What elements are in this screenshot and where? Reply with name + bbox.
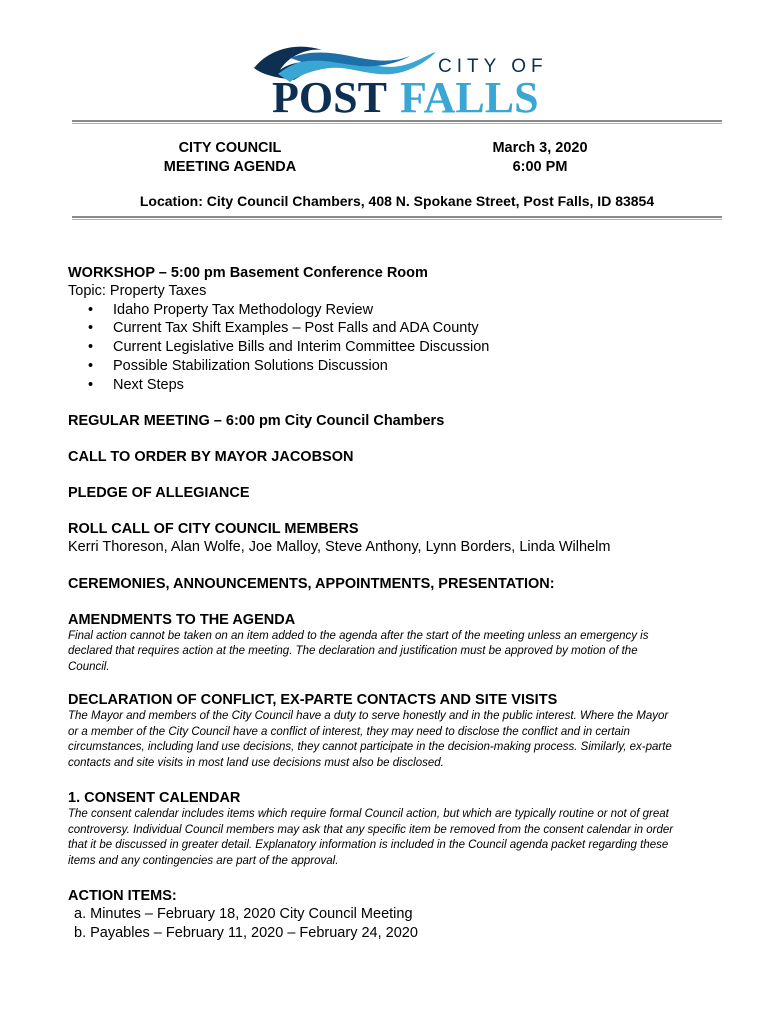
bullet-icon: •: [88, 320, 94, 337]
city-logo-graphic: [250, 40, 550, 115]
meeting-time-line: 6:00 PM: [512, 159, 568, 175]
list-item: • Current Tax Shift Examples – Post Falls and ADA County: [88, 320, 479, 337]
consent-heading: 1. CONSENT CALENDAR: [68, 790, 241, 807]
declaration-note-line: circumstances, including land use decisions, they cannot participate in the decision-making process. Similarly, ex-parte: [68, 741, 672, 754]
header-divider-top: [72, 120, 722, 124]
roll-call-section: [68, 520, 728, 557]
bullet-icon: •: [88, 376, 94, 393]
declaration-note-line: The Mayor and members of the City Council have a duty to serve honestly and in the public interest. Where the Mayor: [68, 710, 669, 723]
list-item: a. Minutes – February 18, 2020 City Council Meeting: [74, 906, 413, 923]
amendments-note-line: declared that requires action at the meeting. The declaration and justification must be approved by motion of the: [68, 645, 638, 658]
logo-falls: FALLS: [400, 73, 539, 115]
meeting-date: [440, 139, 640, 177]
bullet-icon: •: [88, 301, 94, 318]
consent-note-line: items and any contingencies are part of the approval.: [68, 854, 339, 867]
list-item: • Current Legislative Bills and Interim Committee Discussion: [88, 339, 490, 356]
meeting-date-line: March 3, 2020: [492, 140, 588, 156]
list-item: • Idaho Property Tax Methodology Review: [88, 301, 374, 318]
regular-meeting-heading: REGULAR MEETING – 6:00 pm City Council Chambers: [68, 413, 445, 430]
header-divider-bottom: [72, 216, 722, 220]
amendments-note-line: Final action cannot be taken on an item added to the agenda after the start of the meeting unless an emergency is: [68, 629, 649, 642]
consent-section: [68, 789, 728, 869]
city-logo: [250, 40, 550, 115]
logo-post: POST: [272, 73, 387, 115]
list-item: • Possible Stabilization Solutions Discussion: [88, 357, 388, 374]
logo-city-of: CITY OF: [438, 56, 548, 77]
declaration-note-line: contacts and site visits in most land use decisions must also be disclosed.: [68, 756, 444, 769]
declaration-note-line: or a member of the City Council have a conflict of interest, they may need to disclose the conflict and in certain: [68, 725, 630, 738]
meeting-title: [130, 139, 330, 177]
workshop-section: [68, 264, 728, 394]
list-item: b. Payables – February 11, 2020 – February 24, 2020: [74, 924, 418, 941]
amendments-section: [68, 611, 728, 676]
bullet-icon: •: [88, 357, 94, 374]
action-items-heading: ACTION ITEMS:: [68, 888, 177, 905]
workshop-bullets: [68, 301, 728, 395]
bullet-icon: •: [88, 339, 94, 356]
call-to-order-heading: CALL TO ORDER BY MAYOR JACOBSON: [68, 449, 354, 466]
meeting-title-line1: CITY COUNCIL: [178, 140, 282, 156]
meeting-location: Location: City Council Chambers, 408 N. Spokane Street, Post Falls, ID 83854: [139, 193, 655, 209]
meeting-title-line2: MEETING AGENDA: [163, 159, 297, 175]
agenda-body: [68, 264, 728, 942]
consent-note-line: controversy. Individual Council members may ask that any specific item be removed from the consent calendar in order: [68, 823, 674, 836]
declaration-section: [68, 691, 728, 771]
amendments-note-line: Council.: [68, 660, 110, 673]
list-item: • Next Steps: [88, 376, 184, 393]
consent-note-line: The consent calendar includes items which require formal Council action, but which are typically routine or not of great: [68, 808, 669, 821]
amendments-heading: AMENDMENTS TO THE AGENDA: [68, 611, 296, 628]
pledge-heading: PLEDGE OF ALLEGIANCE: [68, 485, 250, 502]
declaration-heading: DECLARATION OF CONFLICT, EX-PARTE CONTACTS AND SITE VISITS: [68, 692, 558, 709]
action-items-list: [68, 905, 728, 942]
workshop-topic: Topic: Property Taxes: [68, 283, 207, 299]
consent-note-line: that it be discussed in greater detail. Explanatory information is included in the Council agenda packet regarding these: [68, 839, 669, 852]
roll-call-members: Kerri Thoreson, Alan Wolfe, Joe Malloy, Steve Anthony, Lynn Borders, Linda Wilhelm: [68, 539, 611, 556]
ceremonies-heading: CEREMONIES, ANNOUNCEMENTS, APPOINTMENTS, PRESENTATION:: [68, 575, 555, 592]
action-items-section: [68, 887, 728, 942]
workshop-heading: WORKSHOP – 5:00 pm Basement Conference Room: [68, 265, 428, 281]
roll-call-heading: ROLL CALL OF CITY COUNCIL MEMBERS: [68, 521, 359, 538]
